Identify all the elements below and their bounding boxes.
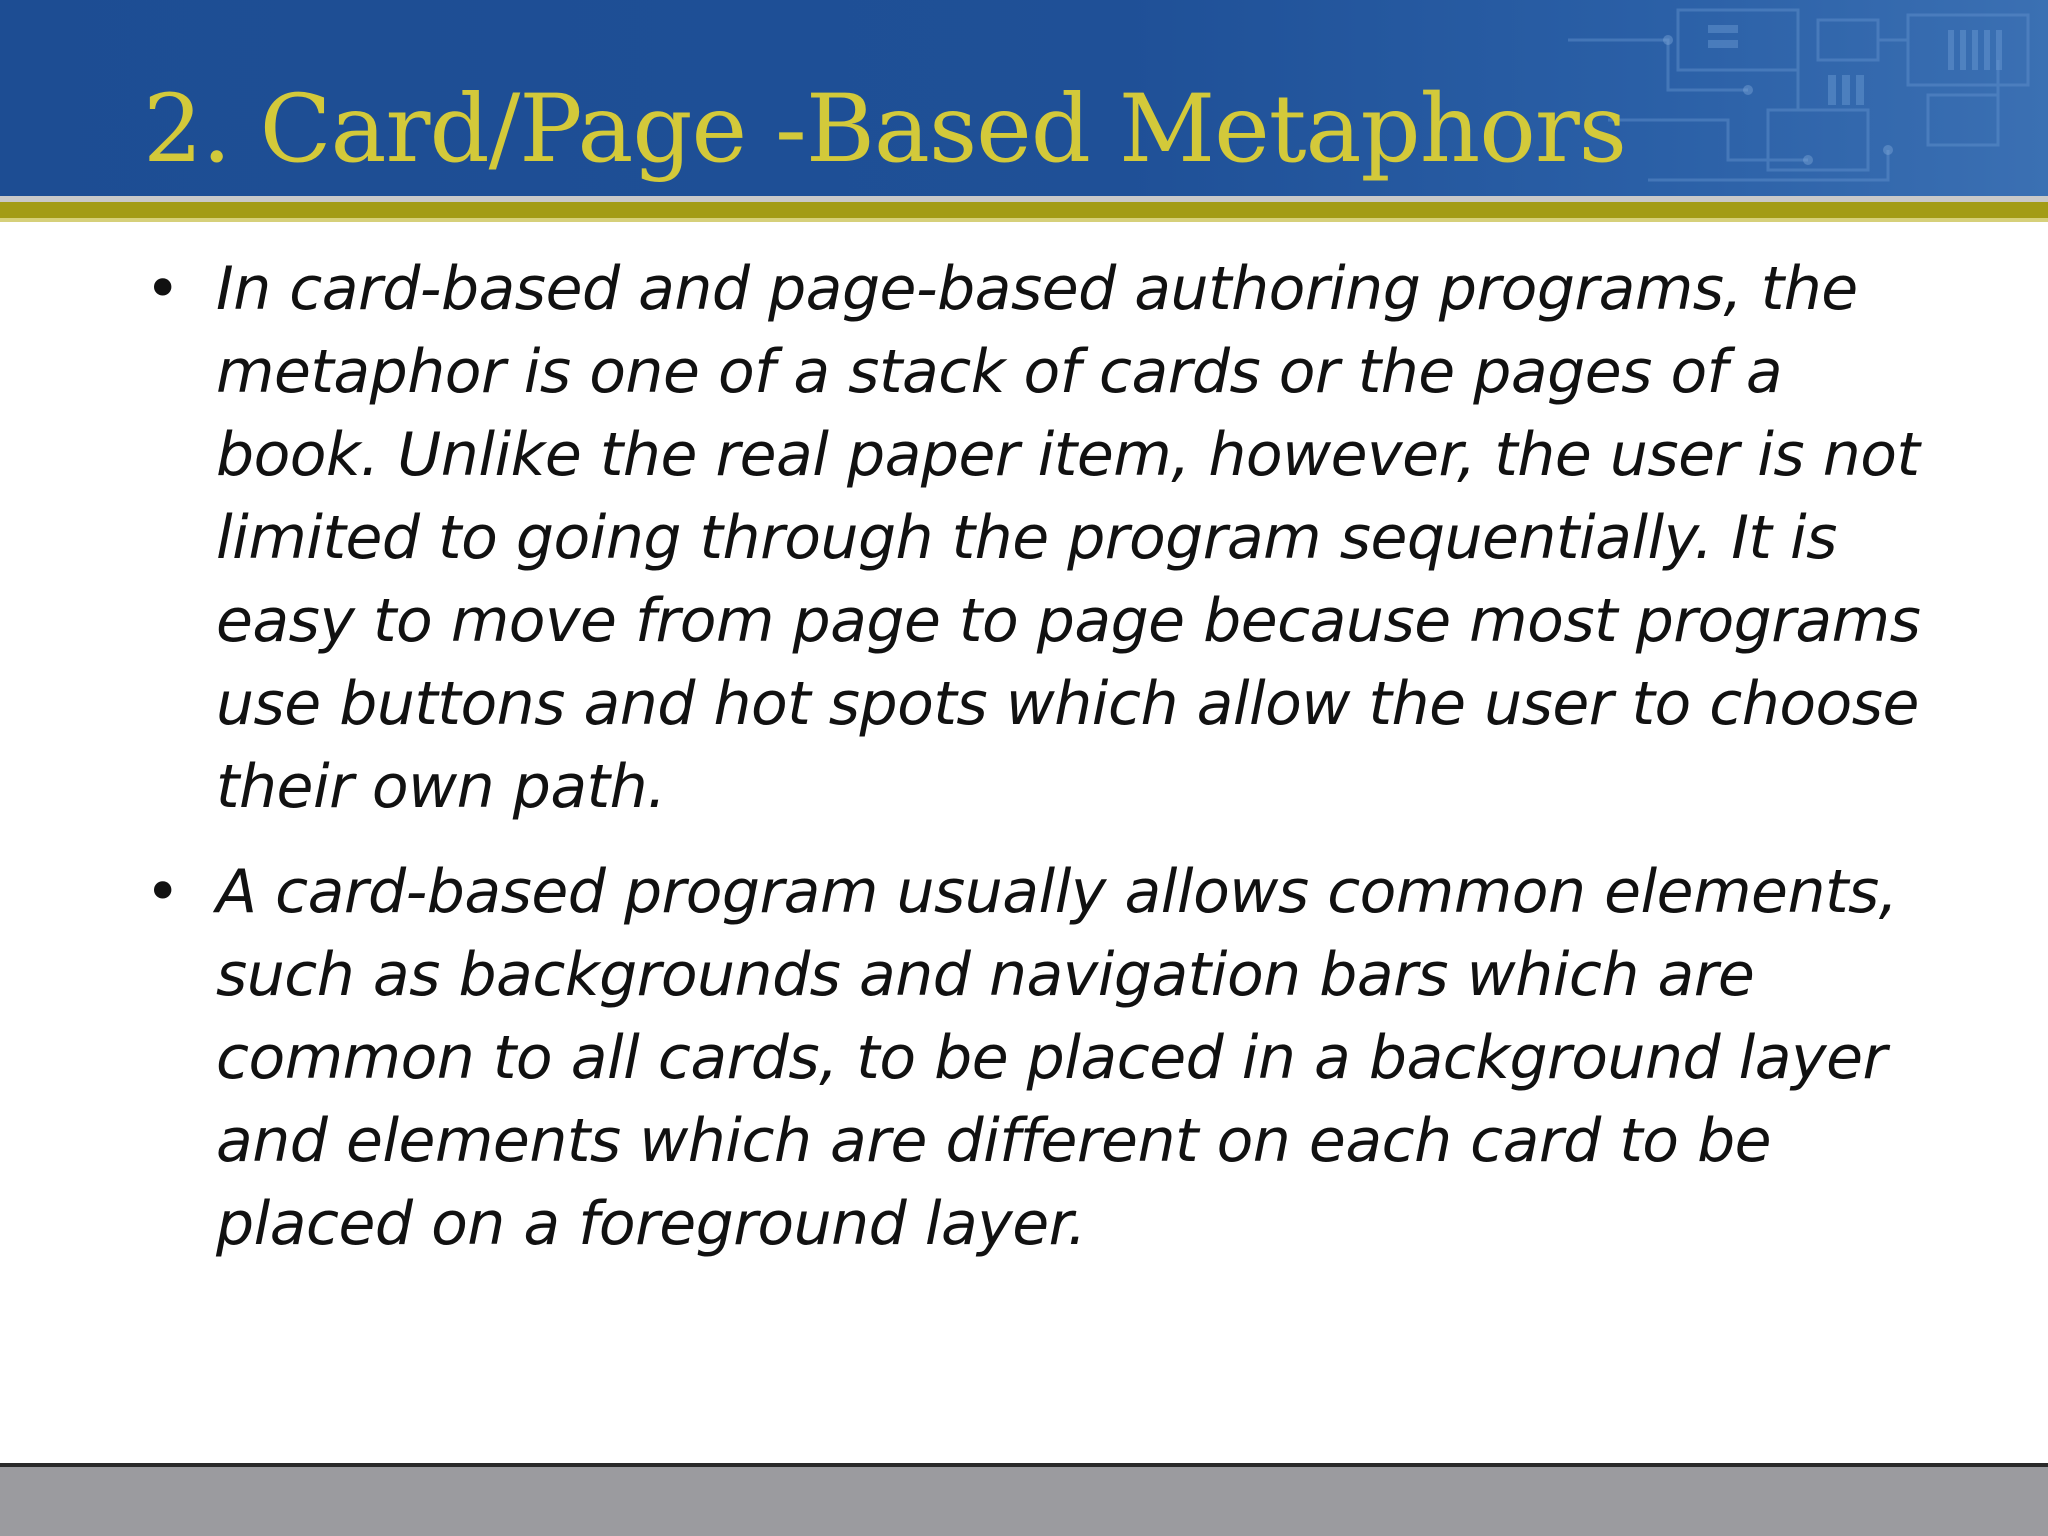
bullet-icon: • xyxy=(145,254,181,324)
title-divider-olive xyxy=(0,202,2048,218)
bullet-item xyxy=(0,248,2048,829)
slide-body xyxy=(0,248,2048,1288)
bullet-text: A card-based program usually allows common elements, such as backgrounds and navigation bars which are common to all cards, to be placed in a background layer and elements which are different on each card to be placed on a foreground layer. xyxy=(216,857,1898,1259)
footer-band xyxy=(0,1467,2048,1536)
bullet-item xyxy=(0,851,2048,1266)
bullet-text: In card-based and page-based authoring programs, the metaphor is one of a stack of cards or the pages of a book. Unlike the real paper item, however, the user is not limited to going through the program sequentially. It is easy to move from page to page because most programs use buttons and hot spots which allow the user to choose their own path. xyxy=(216,254,1921,822)
slide-title: 2. Card/Page -Based Metaphors xyxy=(143,75,1627,184)
title-divider-olive-light xyxy=(0,218,2048,222)
bullet-icon: • xyxy=(145,857,181,927)
title-band xyxy=(0,0,2048,196)
